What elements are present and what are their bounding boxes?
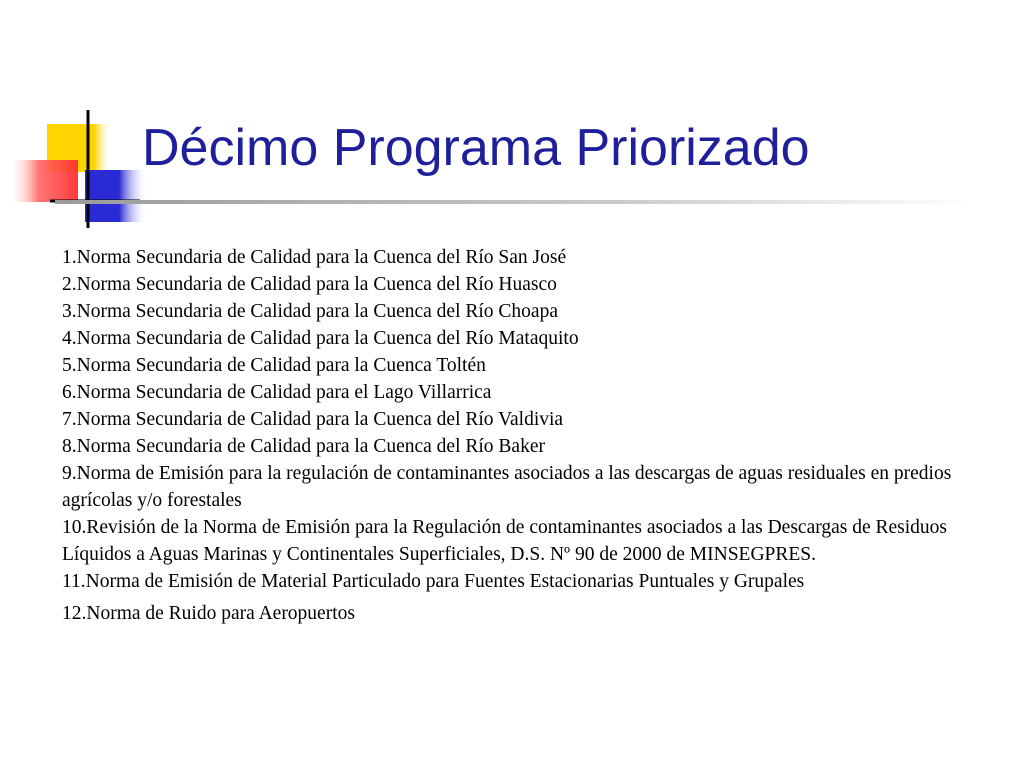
list-item: 10.Revisión de la Norma de Emisión para la Regulación de contaminantes asociados a las Descargas de Residuos Líquidos a Aguas Marinas y Continentales Superficiales, D.S. Nº 90 de 2000 de MINSEGPRES. [62,517,948,565]
list-item: 7.Norma Secundaria de Calidad para la Cuenca del Río Valdivia [62,409,564,430]
list-item: 2.Norma Secundaria de Calidad para la Cuenca del Río Huasco [62,274,557,295]
list-item: 12.Norma de Ruido para Aeropuertos [62,603,355,624]
red-square [12,160,78,202]
list-item: 1.Norma Secundaria de Calidad para la Cuenca del Río San José [62,247,567,268]
list-item: 3.Norma Secundaria de Calidad para la Cuenca del Río Choapa [62,301,558,322]
list-item: 6.Norma Secundaria de Calidad para el Lago Villarrica [62,382,492,403]
program-list [62,244,1012,627]
slide-title: Décimo Programa Priorizado [142,119,810,177]
list-item: 8.Norma Secundaria de Calidad para la Cuenca del Río Baker [62,436,545,457]
blue-square [85,170,147,222]
list-item: 11.Norma de Emisión de Material Particulado para Fuentes Estacionarias Puntuales y Grupales [62,571,805,592]
decorative-squares-graphic [0,0,160,240]
list-item: 4.Norma Secundaria de Calidad para la Cuenca del Río Mataquito [62,328,579,349]
title-underline-rule [55,200,975,204]
list-item: 9.Norma de Emisión para la regulación de contaminantes asociados a las descargas de aguas residuales en predios agrícolas y/o forestales [62,463,952,511]
list-item: 5.Norma Secundaria de Calidad para la Cuenca Toltén [62,355,486,376]
